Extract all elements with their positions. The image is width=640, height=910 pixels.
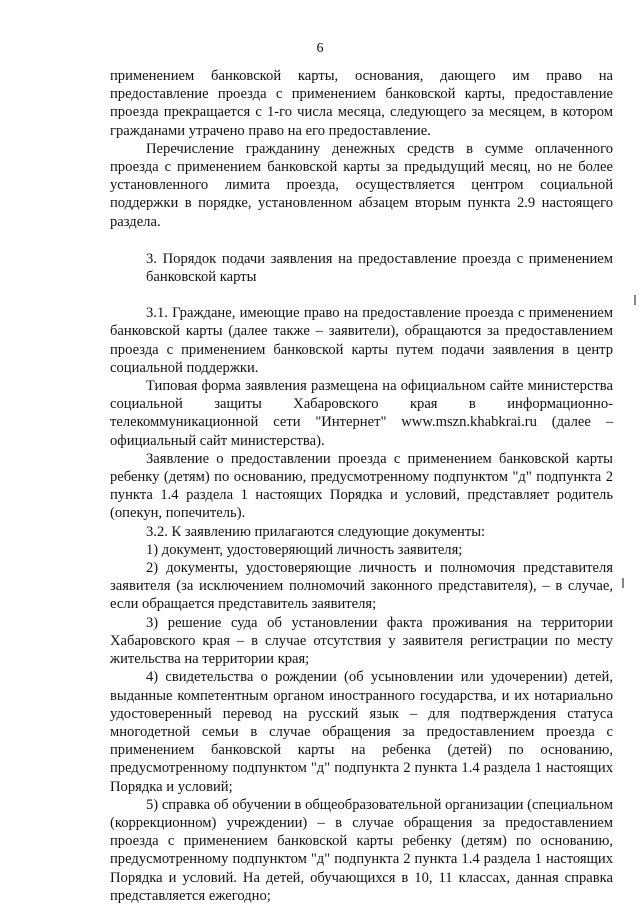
- list-item-4: 4) свидетельства о рождении (об усыновлении или удочерении) детей, выданные компетентным органом иностранного государства, и их нотариально удостоверенный перевод на русский язык – для подтверждения статуса многодетной семьи в случае обращения за предоставлением проезда с применением банковской карты на ребенка (детей) по основанию, предусмотренному подпунктом "д" подпункта 2 пункта 1.4 раздела 1 настоящих Порядка и условий;: [110, 669, 613, 795]
- paragraph-3-1: 3.1. Граждане, имеющие право на предоставление проезда с применением банковской карты (далее также – заявители), обращаются за предоставлением проезда с применением банковской карты путем подачи заявления в центр социальной поддержки.: [110, 305, 613, 376]
- list-item-2: 2) документы, удостоверяющие личность и полномочия представителя заявителя (за исключением полномочий законного представителя), – в случае, если обращается представитель заявителя;: [110, 560, 613, 613]
- scan-margin-mark: [634, 295, 636, 305]
- paragraph-3-2: 3.2. К заявлению прилагаются следующие документы:: [146, 523, 486, 540]
- scan-margin-mark: [622, 578, 624, 588]
- paragraph-form: Типовая форма заявления размещена на официальном сайте министерства социальной защиты Хабаровского края в информационно-телекоммуникационной сети "Интернет" www.mszn.khabkrai.ru (далее – официальный сайт министерства).: [110, 378, 613, 449]
- list-item-5: 5) справка об обучении в общеобразовательной организации (специальном (коррекционном) учреждении) – в случае обращения за предоставлением проезда с применением банковской карты ребенку (детям) по основанию, предусмотренному подпунктом "д" подпункта 2 пункта 1.4 раздела 1 настоящих Порядка и условий. На детей, обучающихся в 10, 11 классах, данная справка представляется ежегодно;: [110, 796, 613, 904]
- page-number: 6: [316, 41, 324, 56]
- list-item-3: 3) решение суда об установлении факта проживания на территории Хабаровского края – в случае отсутствия у заявителя регистрации по месту жительства на территории края;: [110, 614, 613, 668]
- page-body: [110, 67, 613, 905]
- list-item-1: 1) документ, удостоверяющий личность заявителя;: [146, 541, 463, 558]
- section-title: 3. Порядок подачи заявления на предоставление проезда с применением банковской карты: [146, 250, 613, 286]
- paragraph-children: Заявление о предоставлении проезда с применением банковской карты ребенку (детям) по основанию, предусмотренному подпунктом "д" подпункта 2 пункта 1.4 раздела 1 настоящих Порядка и условий, представляет родитель (опекун, попечитель).: [110, 450, 613, 522]
- paragraph-transfer: Перечисление гражданину денежных средств в сумме оплаченного проезда с применением банковской карты за предыдущий месяц, но не более установленного лимита проезда, осуществляется центром социальной поддержки в порядке, установленном абзацем вторым пункта 2.9 настоящего раздела.: [110, 140, 613, 230]
- paragraph-continuation: применением банковской карты, основания, дающего им право на предоставление проезда с применением банковской карты, предоставление проезда прекращается с 1-го числа месяца, следующего за месяцем, в котором гражданами утрачено право на его предоставление.: [110, 68, 613, 139]
